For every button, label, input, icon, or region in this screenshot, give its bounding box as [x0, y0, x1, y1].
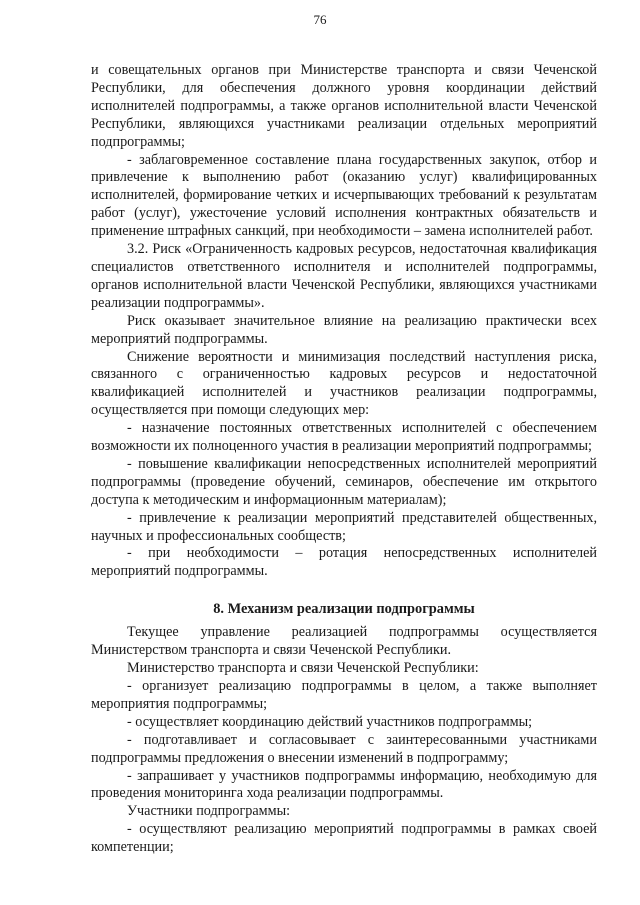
list-item: - заблаговременное составление плана государственных закупок, отбор и привлечение к выполнению работ (оказанию услуг) квалифицированных исполнителей, формирование четких и исчерпывающих требований к результатам работ (услуг), ужесточение условий исполнения контрактных обязательств и применение штрафных санкций, при необходимости – замена исполнителей работ. [91, 151, 597, 240]
list-item: - при необходимости – ротация непосредственных исполнителей мероприятий подпрограммы. [91, 545, 597, 580]
risk-measures-block [91, 62, 597, 581]
paragraph: Снижение вероятности и минимизация последствий наступления риска, связанного с ограниченностью кадровых ресурсов и недостаточной квалификацией исполнителей и участников реализации подпрограммы, осуществляется при помощи следующих мер: [91, 348, 597, 419]
list-item: - осуществляет координацию действий участников подпрограммы; [127, 713, 533, 730]
document-body [91, 62, 597, 857]
list-item: - повышение квалификации непосредственных исполнителей мероприятий подпрограммы (проведение обучений, семинаров, обеспечение им открытого доступа к методическим и информационным материалам); [91, 455, 597, 508]
list-item: - организует реализацию подпрограммы в целом, а также выполняет мероприятия подпрограммы; [91, 678, 597, 712]
list-item: - привлечение к реализации мероприятий представителей общественных, научных и профессиональных сообществ; [91, 509, 597, 544]
list-item: - назначение постоянных ответственных исполнителей с обеспечением возможности их полноценного участия в реализации мероприятий подпрограммы; [91, 420, 597, 455]
list-item: - запрашивает у участников подпрограммы информацию, необходимую для проведения мониторинга хода реализации подпрограммы. [91, 767, 597, 802]
mechanism-section [91, 624, 597, 857]
paragraph: 3.2. Риск «Ограниченность кадровых ресурсов, недостаточная квалификация специалистов ответственного исполнителя и исполнителей подпрограммы, органов исполнительной власти Чеченской Республики, являющихся участниками реализации подпрограммы». [91, 241, 597, 311]
list-item: - подготавливает и согласовывает с заинтересованными участниками подпрограммы предложения о внесении изменений в подпрограмму; [91, 731, 597, 766]
paragraph: Участники подпрограммы: [127, 803, 291, 820]
section-heading: 8. Механизм реализации подпрограммы [213, 601, 475, 618]
paragraph: и совещательных органов при Министерстве транспорта и связи Чеченской Республики, для обеспечения должного уровня координации действий исполнителей подпрограммы, а также органов исполнительной власти Чеченской Республики, являющихся участниками реализации отдельных мероприятий подпрограммы; [91, 62, 597, 150]
list-item: - осуществляют реализацию мероприятий подпрограммы в рамках своей компетенции; [91, 821, 597, 856]
paragraph: Риск оказывает значительное влияние на реализацию практически всех мероприятий подпрограммы. [91, 312, 597, 347]
paragraph: Министерство транспорта и связи Чеченской Республики: [127, 660, 479, 677]
paragraph: Текущее управление реализацией подпрограммы осуществляется Министерством транспорта и связи Чеченской Республики. [91, 624, 597, 659]
page-number: 76 [313, 12, 327, 27]
